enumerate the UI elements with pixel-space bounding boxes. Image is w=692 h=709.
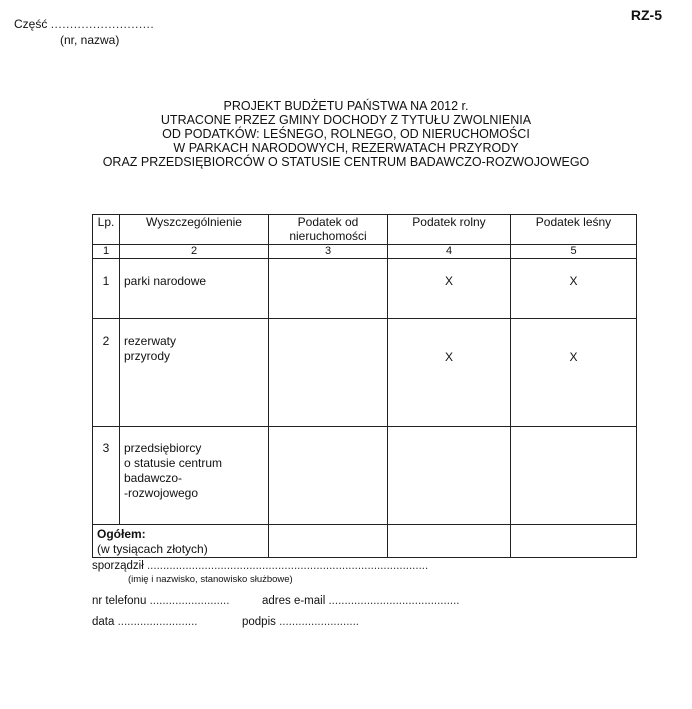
header-podatek-nieruchomosci	[269, 215, 388, 245]
phone-field	[92, 595, 229, 607]
title-line: ORAZ PRZEDSIĘBIORCÓW O STATUSIE CENTRUM BADAWCZO-ROZWOJOWEGO	[102, 155, 590, 169]
row-name-line: przedsiębiorcy	[124, 441, 202, 455]
cell-nieruchomosci[interactable]	[269, 427, 388, 525]
part-hint: (nr, nazwa)	[60, 33, 120, 47]
total-nieruchomosci[interactable]	[269, 525, 388, 558]
cell-nieruchomosci[interactable]	[269, 319, 388, 427]
row-name-line: badawczo-	[124, 471, 183, 485]
phone-label: nr telefonu	[92, 595, 147, 607]
signature-dots[interactable]: .........................	[279, 616, 359, 628]
total-rolny[interactable]	[388, 525, 511, 558]
header-podatek-lesny: Podatek leśny	[511, 215, 637, 245]
column-number-row	[93, 245, 637, 259]
cell-rolny: X	[388, 259, 511, 319]
prepared-hint: (imię i nazwisko, stanowisko służbowe)	[128, 574, 293, 585]
date-label: data	[92, 616, 115, 628]
tax-table	[92, 214, 637, 558]
row-name-line: -rozwojowego	[124, 486, 199, 500]
title-line: UTRACONE PRZEZ GMINY DOCHODY Z TYTUŁU ZWOLNIENIA	[160, 113, 532, 127]
row-lp: 1	[93, 259, 120, 319]
email-dots[interactable]: .........................................	[328, 595, 460, 607]
signature-field	[242, 616, 359, 628]
title-line: OD PODATKÓW: LEŚNEGO, ROLNEGO, OD NIERUCHOMOŚCI	[162, 127, 530, 141]
date-field	[92, 616, 197, 628]
cell-rolny[interactable]	[388, 427, 511, 525]
row-name-line: przyrody	[124, 349, 171, 363]
column-number: 3	[269, 245, 388, 259]
row-name	[120, 319, 269, 427]
header-wyszczegolnienie: Wyszczególnienie	[120, 215, 269, 245]
part-dots[interactable]: ...........................	[50, 17, 155, 31]
signature-label: podpis	[242, 616, 276, 628]
table-row	[93, 319, 637, 427]
email-field	[262, 595, 459, 607]
total-label: Ogółem:	[97, 527, 146, 541]
total-row	[93, 525, 637, 558]
row-name-line: rezerwaty	[124, 334, 177, 348]
table-row	[93, 427, 637, 525]
prepared-by-field	[92, 560, 428, 572]
title-line: PROJEKT BUDŻETU PAŃSTWA NA 2012 r.	[223, 99, 469, 113]
header-row	[93, 215, 637, 245]
header-podatek-rolny: Podatek rolny	[388, 215, 511, 245]
row-name-line: o statusie centrum	[124, 456, 223, 470]
date-dots[interactable]: .........................	[117, 616, 198, 628]
row-name-line: parki narodowe	[124, 274, 207, 288]
header-nieruchomosci-line1: Podatek od	[297, 215, 359, 229]
cell-lesny: X	[511, 259, 637, 319]
part-field	[14, 17, 154, 31]
column-number: 1	[93, 245, 120, 259]
cell-rolny: X	[388, 319, 511, 427]
column-number: 4	[388, 245, 511, 259]
total-label-cell	[93, 525, 269, 558]
form-id: RZ-5	[630, 7, 662, 23]
phone-dots[interactable]: .........................	[149, 595, 230, 607]
total-hint: (w tysiącach złotych)	[97, 542, 208, 556]
row-name	[120, 427, 269, 525]
header-lp: Lp.	[93, 215, 120, 245]
title-line: W PARKACH NARODOWYCH, REZERWATACH PRZYRODY	[173, 141, 519, 155]
total-lesny[interactable]	[511, 525, 637, 558]
document-title	[0, 99, 692, 169]
row-name	[120, 259, 269, 319]
cell-lesny: X	[511, 319, 637, 427]
column-number: 2	[120, 245, 269, 259]
column-number: 5	[511, 245, 637, 259]
part-label: Część	[14, 17, 48, 31]
cell-lesny[interactable]	[511, 427, 637, 525]
row-lp: 2	[93, 319, 120, 427]
prepared-label: sporządził	[92, 560, 144, 572]
table-row	[93, 259, 637, 319]
row-lp: 3	[93, 427, 120, 525]
email-label: adres e-mail	[262, 595, 326, 607]
header-nieruchomosci-line2: nieruchomości	[289, 229, 367, 243]
cell-nieruchomosci[interactable]	[269, 259, 388, 319]
prepared-dots[interactable]: ........................................................................................	[146, 560, 429, 572]
